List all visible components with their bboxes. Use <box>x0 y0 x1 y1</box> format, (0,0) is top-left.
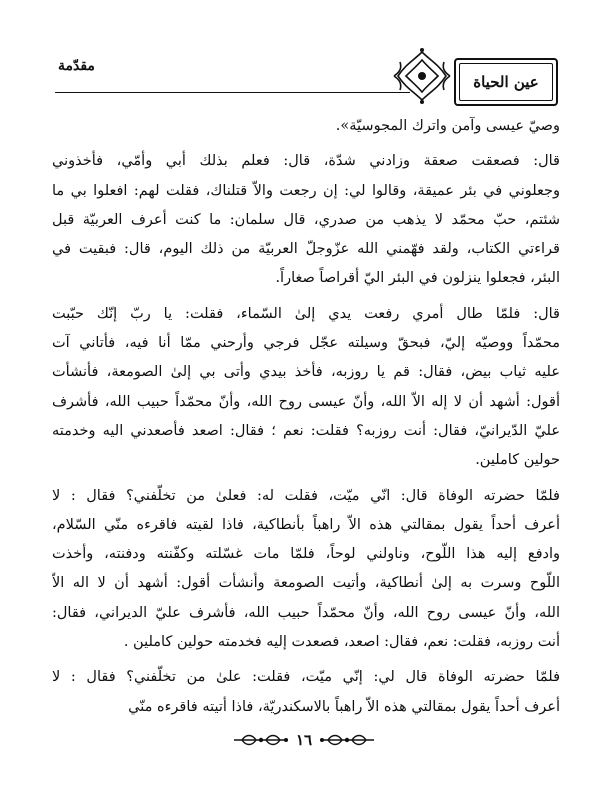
ornament-icon <box>392 46 452 106</box>
text-line: أعرف أحداً يقول بمقالتي هذه الاّ راهباً بالاسكندريّة، فاذا أتيته فاقرءه منّي <box>128 698 560 715</box>
book-logo-frame <box>454 58 558 106</box>
paragraph <box>52 300 560 476</box>
page-header <box>0 40 608 112</box>
text-line: عليّ الدّيرانيّ، فقال: أنت روزبه؟ فقلت: نعم ؛ فقال: اصعد فأصعدني اليه وخدمته <box>52 422 560 439</box>
text-line: فلمّا حضرته الوفاة قال لي: إنّي ميّت، فقلت: علىٰ من تخلّفني؟ فقال : لا <box>52 669 560 686</box>
text-line: اللّوح وسرت به إلىٰ أنطاكية، وأتيت الصومعة وأنشأت أقول: أشهد أن لا اله الاّ <box>52 575 560 592</box>
text-line: البئر، فجعلوا ينزلون في البئر اليّ أقراصاً صغاراً. <box>275 270 560 287</box>
text-line: أنت روزبه، فقلت: نعم، فقال: اصعد، فصعدت إليه فخدمته حولين كاملين . <box>123 634 560 651</box>
page-body <box>52 112 560 722</box>
book-logo <box>454 58 556 106</box>
text-line: محمّداً ووصيّه إليّ، فبحقّ وسيلته عجّل فرجي وأرحني ممّا أنا فيه، فأتاني آت <box>52 335 560 352</box>
paragraph <box>52 663 560 722</box>
text-line: فلمّا حضرته الوفاة قال: انّي ميّت، فقلت له: فعلىٰ من تخلّفني؟ فقال : لا <box>52 487 560 504</box>
text-line: حولين كاملين. <box>475 452 560 469</box>
page-footer <box>0 728 608 752</box>
paragraph <box>52 112 560 141</box>
page-number: ١٦ <box>295 731 313 749</box>
section-label: مقدّمة <box>58 58 95 74</box>
flourish-left-icon <box>318 733 376 747</box>
text-line: أقول: أشهد أن لا إله الاّ الله، وأنّ عيسى روح الله، وأنّ محمّداً حبيب الله، فأشرف <box>52 393 560 410</box>
text-line: الله، وأنّ عيسى روح الله، وأنّ محمّداً حبيب الله، فأشرف عليّ الديراني، فقال: <box>52 604 560 621</box>
text-line: عليه ثياب بيض، فقال: قم يا روزبه، فأخذ بيدي وأتى بي إلىٰ الصومعة، فأنشأت <box>52 364 560 381</box>
flourish-right-icon <box>232 733 290 747</box>
header-rule <box>55 92 410 93</box>
text-line: قراءتي الكتاب، ولقد فهّمني الله عزّوجلّ العربيّة من ذلك اليوم، قال: فبقيت في <box>52 241 560 258</box>
book-logo-text: عين الحياة <box>473 73 539 91</box>
text-line: وصيّ عيسى وآمن واترك المجوسيّة». <box>335 118 560 134</box>
text-line: وجعلوني في بئر عميقة، وقالوا لي: إن رجعت والاّ قتلناك، فقلت لهم: افعلوا بي ما <box>52 182 560 199</box>
paragraph <box>52 147 560 293</box>
text-line: قال: فصعقت صعقة وزادني شدّة، قال: فعلم بذلك أبي وأمّي، فأخذوني <box>52 153 560 170</box>
text-line: أعرف أحداً يقول بمقالتي هذه الاّ راهباً بأنطاكية، فاذا لقيته فاقرءه منّي السّلام، <box>52 516 560 533</box>
text-line: شئتم، حبّ محمّد لا يذهب من صدري، قال سلمان: ما كنت أعرف العربيّة قبل <box>52 211 560 228</box>
text-line: قال: فلمّا طال أمري رفعت يدي إلىٰ السّماء، فقلت: يا ربّ إنّك حبّبت <box>52 305 560 322</box>
paragraph <box>52 482 560 658</box>
text-line: وادفع إليه هذا اللّوح، وناولني لوحاً، فلمّا مات غسّلته وكفّنته ودفنته، وأخذت <box>52 546 560 563</box>
